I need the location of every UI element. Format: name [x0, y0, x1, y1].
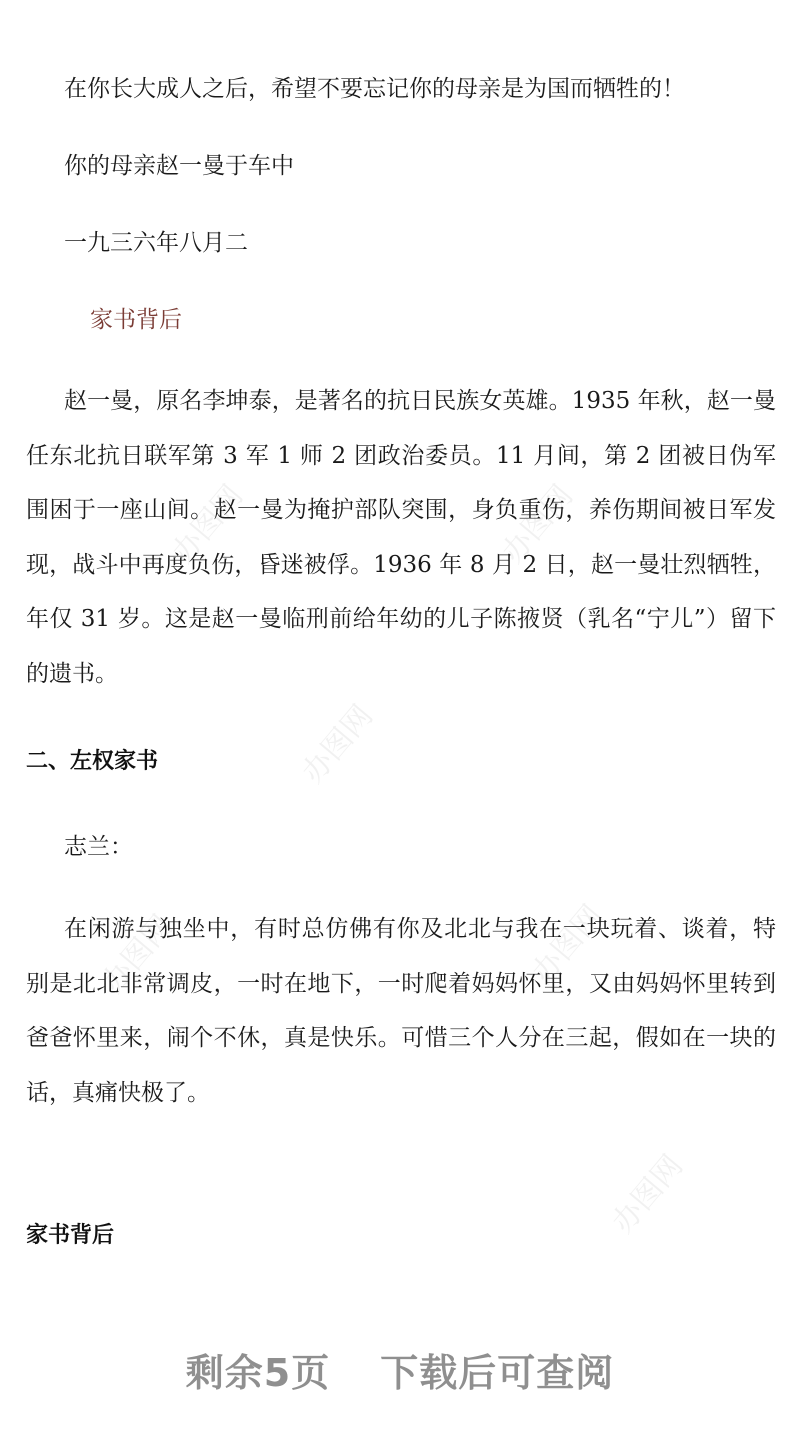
letter-date: 一九三六年八月二: [64, 230, 248, 256]
watermark: 办图网: [295, 698, 381, 790]
background-title: 家书背后: [90, 307, 182, 333]
letter-paragraph: 在闲游与独坐中，有时总仿佛有你及北北与我在一块玩着、谈着，特别是北北非常调皮，一时在地下，一时爬着妈妈怀里，又由妈妈怀里转到爸爸怀里来，闹个不休，真是快乐。可惜三个人分在三起，假如在一块的话，真痛快极了。: [26, 916, 776, 1106]
letter-salutation: 志兰：: [64, 834, 133, 860]
remaining-pages-label: 剩余5页: [185, 1351, 331, 1395]
download-hint-label: 下载后可查阅: [380, 1351, 615, 1395]
watermark: 办图网: [95, 908, 181, 1000]
letter-signature: 你的母亲赵一曼于车中: [64, 153, 294, 179]
download-banner[interactable]: [0, 1342, 800, 1397]
watermark: 办图网: [605, 1148, 691, 1240]
background-paragraph: 赵一曼，原名李坤泰，是著名的抗日民族女英雄。1935 年秋，赵一曼任东北抗日联军第 3 军 1 师 2 团政治委员。11 月间，第 2 团被日伪军围困于一座山间。赵一曼为掩护部队突围，身负重伤，养伤期间被日军发现，战斗中再度负伤，昏迷被俘。1936 年 8 月 2 日，赵一曼壮烈牺牲，年仅 31 岁。这是赵一曼临刑前给年幼的儿子陈掖贤（乳名“宁儿”）留下的遗书。: [26, 388, 776, 687]
section-heading: 二、左权家书: [26, 749, 159, 774]
watermark: 办图网: [495, 478, 581, 570]
watermark: 办图网: [165, 478, 251, 570]
letter-closing-line: 在你长大成人之后，希望不要忘记你的母亲是为国而牺牲的！: [64, 76, 685, 102]
watermark: 办图网: [525, 898, 611, 990]
background-heading: 家书背后: [26, 1223, 115, 1248]
